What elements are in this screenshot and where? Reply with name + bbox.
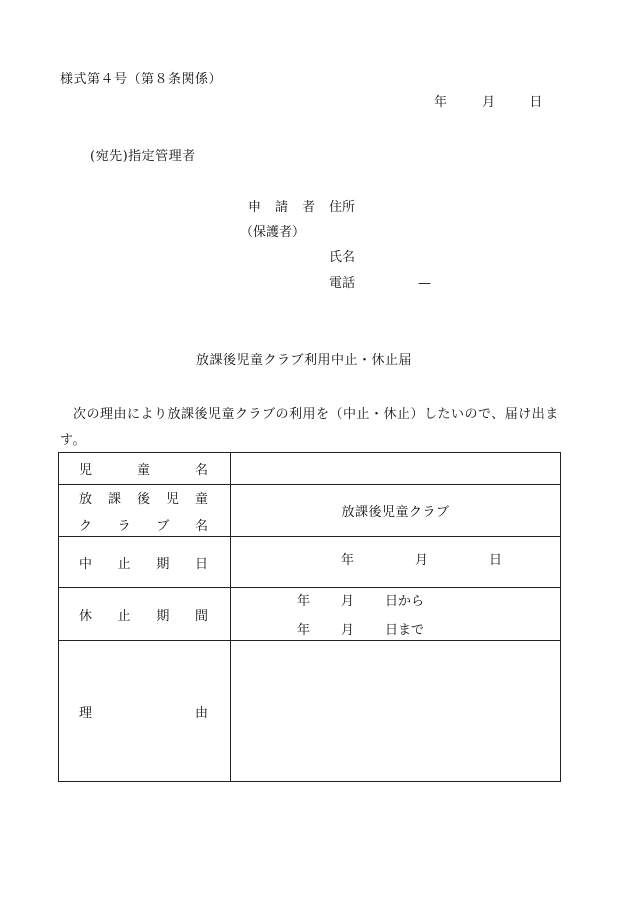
stop-day-label: 日 bbox=[489, 553, 503, 568]
label-char: 止 bbox=[117, 556, 131, 572]
date-day-label: 日 bbox=[529, 95, 543, 110]
pause-period-field[interactable] bbox=[231, 588, 561, 641]
document-title: 放課後児童クラブ利用中止・休止届 bbox=[196, 353, 413, 368]
pause-to-year: 年 bbox=[297, 623, 311, 638]
label-char: 後 bbox=[136, 491, 150, 507]
label-char: ク bbox=[79, 518, 93, 534]
table-row-child-name bbox=[59, 453, 561, 485]
stop-year-label: 年 bbox=[341, 553, 355, 568]
name-label: 氏名 bbox=[329, 250, 356, 265]
reason-field[interactable] bbox=[231, 641, 561, 782]
form-number: 様式第４号（第８条関係） bbox=[60, 72, 223, 87]
pause-from-month: 月 bbox=[341, 594, 355, 609]
label-char: 童 bbox=[136, 463, 150, 478]
pause-to-day: 日まで bbox=[385, 623, 425, 638]
stop-date-field[interactable] bbox=[231, 537, 561, 588]
label-char: 期 bbox=[156, 556, 170, 572]
club-name-field[interactable] bbox=[231, 485, 561, 537]
label-char: 中 bbox=[79, 556, 93, 572]
guardian-label: （保護者） bbox=[240, 225, 306, 240]
table-row-pause-period bbox=[59, 588, 561, 641]
submission-date bbox=[434, 96, 542, 109]
pause-from-line bbox=[297, 590, 560, 609]
date-year-label: 年 bbox=[434, 95, 448, 110]
reason-label bbox=[59, 641, 231, 782]
label-char: 休 bbox=[79, 608, 93, 624]
body-text: 次の理由により放課後児童クラブの利用を（中止・休止）したいので、届け出ます。 bbox=[60, 407, 559, 448]
address-label: 住所 bbox=[329, 200, 356, 215]
club-name-label bbox=[59, 485, 231, 537]
label-char: 止 bbox=[117, 608, 131, 624]
label-char: ラ bbox=[117, 518, 131, 534]
label-char: 児 bbox=[165, 491, 179, 507]
child-name-field[interactable] bbox=[231, 453, 561, 485]
form-table bbox=[58, 452, 561, 782]
stop-date-label bbox=[59, 537, 231, 588]
label-char: 童 bbox=[194, 491, 208, 507]
stop-month-label: 月 bbox=[415, 553, 429, 568]
pause-from-day: 日から bbox=[385, 594, 425, 609]
label-char: 放 bbox=[79, 491, 93, 507]
label-char: 由 bbox=[194, 705, 208, 721]
club-name-value: 放課後児童クラブ bbox=[341, 505, 450, 520]
table-row-club-name bbox=[59, 485, 561, 537]
label-char: 理 bbox=[79, 705, 93, 721]
date-month-label: 月 bbox=[482, 95, 496, 110]
phone-dash: — bbox=[418, 276, 431, 291]
label-char: 児 bbox=[79, 463, 93, 478]
label-char: 名 bbox=[194, 518, 208, 534]
pause-from-year: 年 bbox=[297, 594, 311, 609]
pause-to-month: 月 bbox=[341, 623, 355, 638]
label-char: 間 bbox=[194, 608, 208, 624]
label-char: 名 bbox=[194, 463, 208, 478]
table-row-reason bbox=[59, 641, 561, 782]
label-char: ブ bbox=[156, 518, 170, 534]
pause-to-line bbox=[297, 619, 560, 638]
label-char: 日 bbox=[194, 556, 208, 572]
addressee: (宛先)指定管理者 bbox=[90, 149, 196, 164]
label-char: 課 bbox=[107, 491, 121, 507]
child-name-label bbox=[59, 453, 231, 485]
pause-period-label bbox=[59, 588, 231, 641]
applicant-label: 申 請 者 bbox=[248, 200, 316, 215]
label-char: 期 bbox=[156, 608, 170, 624]
phone-label: 電話 bbox=[329, 276, 356, 291]
table-row-stop-date bbox=[59, 537, 561, 588]
